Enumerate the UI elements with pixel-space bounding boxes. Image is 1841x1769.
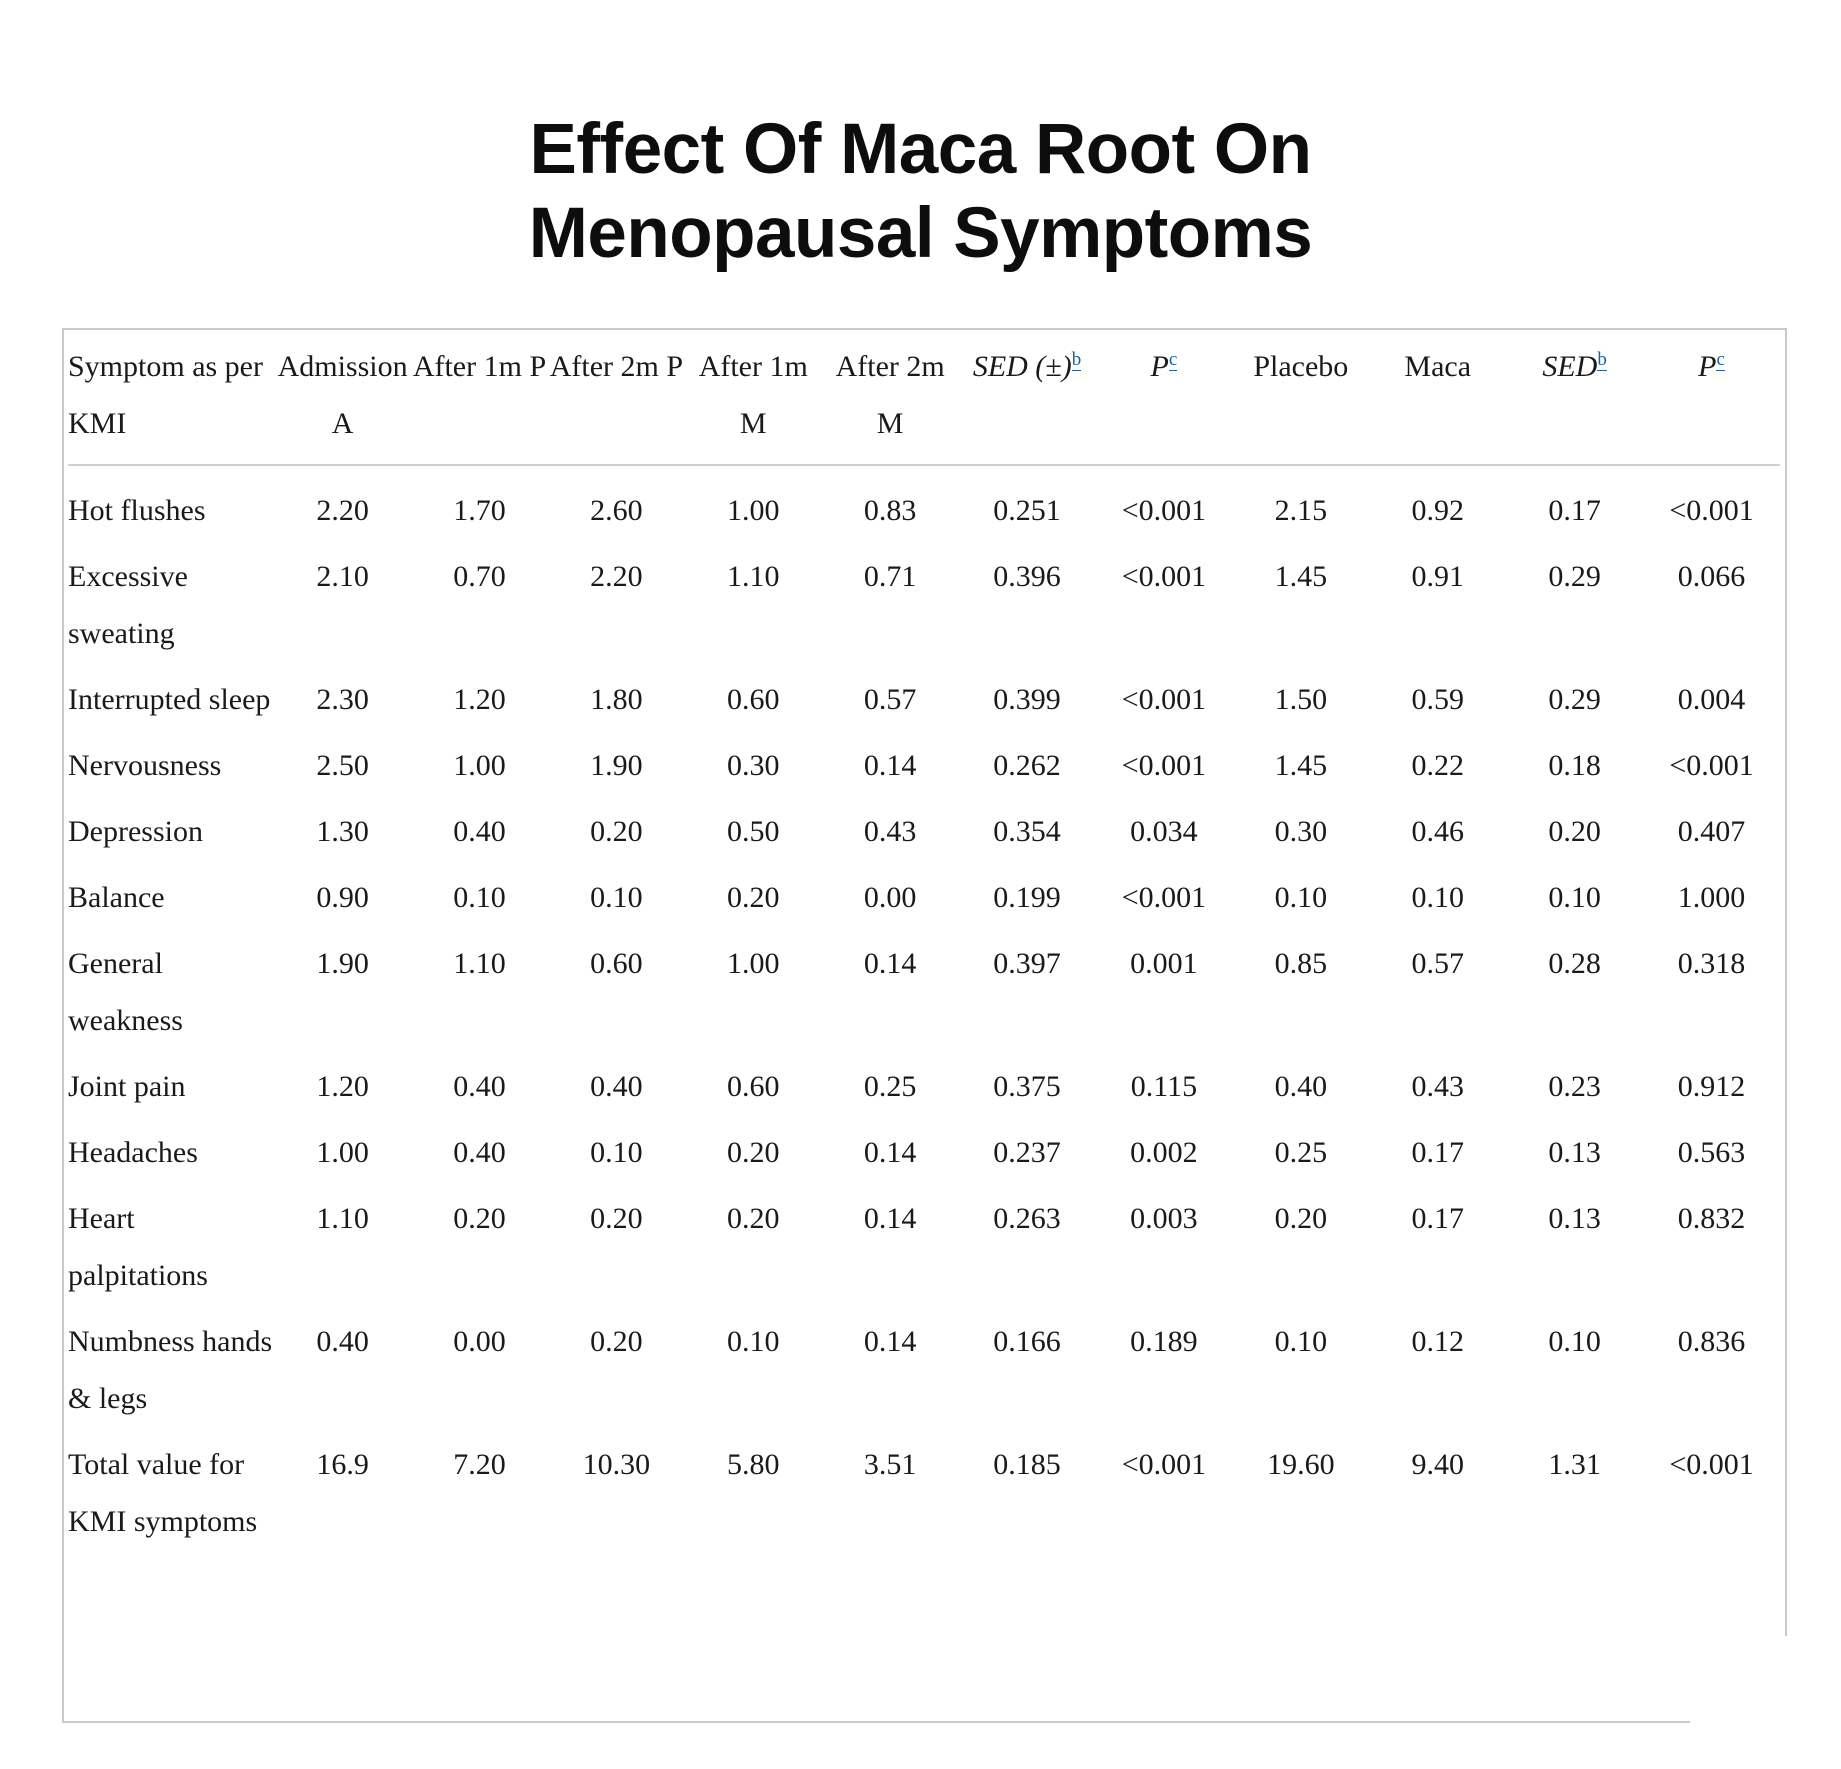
value-cell: 0.43	[1411, 1070, 1464, 1103]
value-cell: 2.15	[1274, 494, 1328, 527]
value-cell: 0.12	[1411, 1325, 1464, 1358]
value-cell: 1.10	[727, 560, 780, 593]
symptom-name-cell: Nervousness	[68, 749, 222, 782]
table-row	[68, 731, 1780, 797]
column-header-label: After 2m M	[835, 350, 945, 440]
value-cell: 0.57	[863, 683, 917, 716]
value-cell: 0.91	[1411, 560, 1464, 593]
value-cell: 1.50	[1274, 683, 1328, 716]
value-cell: 0.00	[453, 1325, 506, 1358]
value-cell: <0.001	[1121, 881, 1207, 914]
column-header	[1369, 338, 1506, 465]
value-cell: 0.40	[453, 815, 506, 848]
value-cell: 0.46	[1411, 815, 1464, 848]
value-cell: 1.00	[727, 947, 780, 980]
value-cell: 1.45	[1274, 749, 1328, 782]
value-cell: 0.20	[1548, 815, 1601, 848]
value-cell: 0.50	[727, 815, 780, 848]
value-cell: 0.30	[727, 749, 780, 782]
value-cell: 0.185	[993, 1448, 1061, 1481]
value-cell: 0.17	[1411, 1202, 1464, 1235]
value-cell: 0.10	[590, 881, 643, 914]
value-cell: 1.00	[316, 1136, 369, 1169]
table-frame-gap	[1784, 1636, 1790, 1726]
value-cell: 0.40	[453, 1136, 506, 1169]
column-header-label: P	[1150, 350, 1169, 383]
value-cell: 0.17	[1411, 1136, 1464, 1169]
value-cell: 0.14	[863, 1136, 917, 1169]
value-cell: 0.00	[863, 881, 917, 914]
value-cell: 1.10	[316, 1202, 369, 1235]
value-cell: 0.60	[727, 683, 780, 716]
symptom-name-cell: Excessive sweating	[68, 560, 188, 650]
value-cell: 0.28	[1548, 947, 1601, 980]
table-row	[68, 1307, 1780, 1430]
value-cell: 0.20	[727, 881, 780, 914]
value-cell: 0.912	[1677, 1070, 1746, 1103]
value-cell: 0.397	[993, 947, 1061, 980]
value-cell: 0.13	[1548, 1136, 1601, 1169]
value-cell: 5.80	[727, 1448, 780, 1481]
footnote-link[interactable]: b	[1071, 349, 1082, 370]
value-cell: 0.20	[590, 815, 643, 848]
table-header-row	[68, 338, 1780, 465]
value-cell: 0.10	[1548, 1325, 1601, 1358]
value-cell: 1.30	[316, 815, 369, 848]
value-cell: 0.407	[1677, 815, 1746, 848]
symptom-name-cell: Depression	[68, 815, 203, 848]
value-cell: 0.20	[1274, 1202, 1328, 1235]
table-row	[68, 1184, 1780, 1307]
table-body	[68, 465, 1780, 1553]
column-header-label: After 1m M	[698, 350, 808, 440]
value-cell: 0.59	[1411, 683, 1464, 716]
value-cell: 0.262	[993, 749, 1061, 782]
column-header-label: SED	[1542, 350, 1598, 383]
table-frame-bottom	[62, 1721, 1690, 1723]
value-cell: 2.30	[316, 683, 369, 716]
column-header	[274, 338, 411, 465]
value-cell: 0.71	[863, 560, 917, 593]
value-cell: 2.10	[316, 560, 369, 593]
table-row	[68, 1430, 1780, 1553]
table-row	[68, 863, 1780, 929]
value-cell: 1.70	[453, 494, 506, 527]
column-header	[68, 338, 274, 465]
column-header	[548, 338, 685, 465]
value-cell: 1.00	[453, 749, 506, 782]
value-cell: 1.000	[1677, 881, 1746, 914]
column-header	[685, 338, 822, 465]
value-cell: 0.001	[1130, 947, 1198, 980]
value-cell: 1.90	[316, 947, 369, 980]
value-cell: 0.40	[316, 1325, 369, 1358]
value-cell: 0.57	[1411, 947, 1464, 980]
value-cell: 0.29	[1548, 560, 1601, 593]
symptom-name-cell: Balance	[68, 881, 165, 914]
symptom-name-cell: Hot flushes	[68, 494, 206, 527]
value-cell: 0.836	[1677, 1325, 1746, 1358]
value-cell: 0.20	[590, 1325, 643, 1358]
column-header-label: Placebo	[1253, 350, 1349, 383]
value-cell: 0.10	[590, 1136, 643, 1169]
value-cell: 0.40	[453, 1070, 506, 1103]
value-cell: 0.14	[863, 1202, 917, 1235]
value-cell: 0.004	[1677, 683, 1746, 716]
value-cell: 0.14	[863, 947, 917, 980]
value-cell: <0.001	[1669, 749, 1754, 782]
value-cell: 1.90	[590, 749, 643, 782]
column-header-label: Admission A	[277, 350, 408, 440]
column-header-label: Symptom as per KMI	[68, 350, 263, 440]
value-cell: 0.22	[1411, 749, 1464, 782]
value-cell: <0.001	[1121, 683, 1207, 716]
value-cell: 1.80	[590, 683, 643, 716]
value-cell: 0.83	[863, 494, 917, 527]
symptom-name-cell: Numbness hands & legs	[68, 1325, 273, 1415]
symptom-table	[68, 338, 1780, 1553]
value-cell: 0.23	[1548, 1070, 1601, 1103]
value-cell: 1.00	[727, 494, 780, 527]
value-cell: 0.70	[453, 560, 506, 593]
value-cell: 0.563	[1677, 1136, 1746, 1169]
value-cell: 0.10	[1548, 881, 1601, 914]
value-cell: 0.115	[1130, 1070, 1198, 1103]
symptom-name-cell: Joint pain	[68, 1070, 186, 1103]
column-header-label: P	[1698, 350, 1717, 383]
value-cell: 1.31	[1548, 1448, 1601, 1481]
value-cell: 0.354	[993, 815, 1061, 848]
value-cell: 0.10	[453, 881, 506, 914]
value-cell: 0.10	[1274, 881, 1328, 914]
symptom-name-cell: Headaches	[68, 1136, 198, 1169]
column-header-label: SED (±)	[972, 350, 1072, 383]
value-cell: 0.25	[863, 1070, 917, 1103]
value-cell: 0.066	[1677, 560, 1746, 593]
value-cell: 0.10	[1274, 1325, 1328, 1358]
column-header	[959, 338, 1096, 465]
value-cell: 1.45	[1274, 560, 1328, 593]
value-cell: 0.18	[1548, 749, 1601, 782]
value-cell: 0.832	[1677, 1202, 1746, 1235]
column-header-label: Maca	[1404, 350, 1472, 383]
value-cell: 0.20	[453, 1202, 506, 1235]
title-line-1: Effect Of Maca Root On	[529, 110, 1312, 189]
footnote-link[interactable]: c	[1168, 349, 1178, 370]
value-cell: 0.263	[993, 1202, 1061, 1235]
value-cell: 0.60	[590, 947, 643, 980]
value-cell: 0.399	[993, 683, 1061, 716]
value-cell: 0.40	[1274, 1070, 1328, 1103]
value-cell: 0.40	[590, 1070, 643, 1103]
value-cell: 2.20	[316, 494, 369, 527]
value-cell: 0.20	[727, 1202, 780, 1235]
value-cell: <0.001	[1121, 749, 1207, 782]
value-cell: 0.29	[1548, 683, 1601, 716]
value-cell: 0.318	[1677, 947, 1746, 980]
value-cell: 0.10	[727, 1325, 780, 1358]
value-cell: 0.92	[1411, 494, 1464, 527]
value-cell: 2.20	[590, 560, 643, 593]
value-cell: 2.50	[316, 749, 369, 782]
value-cell: 0.14	[863, 749, 917, 782]
value-cell: 19.60	[1267, 1448, 1335, 1481]
value-cell: <0.001	[1669, 1448, 1754, 1481]
symptom-name-cell: Interrupted sleep	[68, 683, 271, 716]
value-cell: 9.40	[1411, 1448, 1464, 1481]
symptom-name-cell: Heart palpitations	[68, 1202, 208, 1292]
symptom-name-cell: General weakness	[68, 947, 183, 1037]
column-header	[1232, 338, 1369, 465]
column-header	[1506, 338, 1643, 465]
value-cell: <0.001	[1121, 560, 1207, 593]
table-row	[68, 465, 1780, 542]
footnote-link[interactable]: c	[1716, 349, 1725, 370]
column-header	[822, 338, 959, 465]
value-cell: <0.001	[1121, 494, 1207, 527]
value-cell: 0.166	[993, 1325, 1061, 1358]
value-cell: 0.10	[1411, 881, 1464, 914]
value-cell: 0.251	[993, 494, 1061, 527]
value-cell: 0.85	[1274, 947, 1328, 980]
column-header-label: After 1m P	[412, 350, 547, 383]
value-cell: 2.60	[590, 494, 643, 527]
table-row	[68, 1118, 1780, 1184]
value-cell: 3.51	[863, 1448, 917, 1481]
column-header	[1095, 338, 1232, 465]
value-cell: 0.375	[993, 1070, 1061, 1103]
column-header-label: After 2m P	[549, 350, 684, 383]
value-cell: 0.189	[1130, 1325, 1198, 1358]
footnote-link[interactable]: b	[1597, 349, 1607, 370]
value-cell: 0.43	[863, 815, 917, 848]
table-row	[68, 665, 1780, 731]
value-cell: 0.20	[590, 1202, 643, 1235]
page-title	[0, 108, 1841, 276]
value-cell: 0.396	[993, 560, 1061, 593]
symptom-name-cell: Total value for KMI symptoms	[68, 1448, 258, 1538]
value-cell: <0.001	[1669, 494, 1754, 527]
title-line-2: Menopausal Symptoms	[528, 194, 1313, 273]
table-row	[68, 542, 1780, 665]
value-cell: 1.20	[453, 683, 506, 716]
value-cell: 0.13	[1548, 1202, 1601, 1235]
table-row	[68, 797, 1780, 863]
value-cell: 0.002	[1130, 1136, 1198, 1169]
value-cell: 0.20	[727, 1136, 780, 1169]
value-cell: 0.237	[993, 1136, 1061, 1169]
table-row	[68, 929, 1780, 1052]
column-header	[411, 338, 548, 465]
value-cell: 16.9	[316, 1448, 369, 1481]
value-cell: 0.25	[1274, 1136, 1328, 1169]
value-cell: 10.30	[582, 1448, 651, 1481]
value-cell: 0.30	[1274, 815, 1328, 848]
value-cell: 0.034	[1130, 815, 1198, 848]
column-header	[1643, 338, 1780, 465]
value-cell: 0.199	[993, 881, 1061, 914]
table-row	[68, 1052, 1780, 1118]
value-cell: 0.003	[1130, 1202, 1198, 1235]
value-cell: 0.17	[1548, 494, 1601, 527]
value-cell: 0.60	[727, 1070, 780, 1103]
value-cell: 0.90	[316, 881, 369, 914]
value-cell: 0.14	[863, 1325, 917, 1358]
value-cell: 1.10	[453, 947, 506, 980]
value-cell: <0.001	[1121, 1448, 1207, 1481]
value-cell: 1.20	[316, 1070, 369, 1103]
value-cell: 7.20	[453, 1448, 506, 1481]
